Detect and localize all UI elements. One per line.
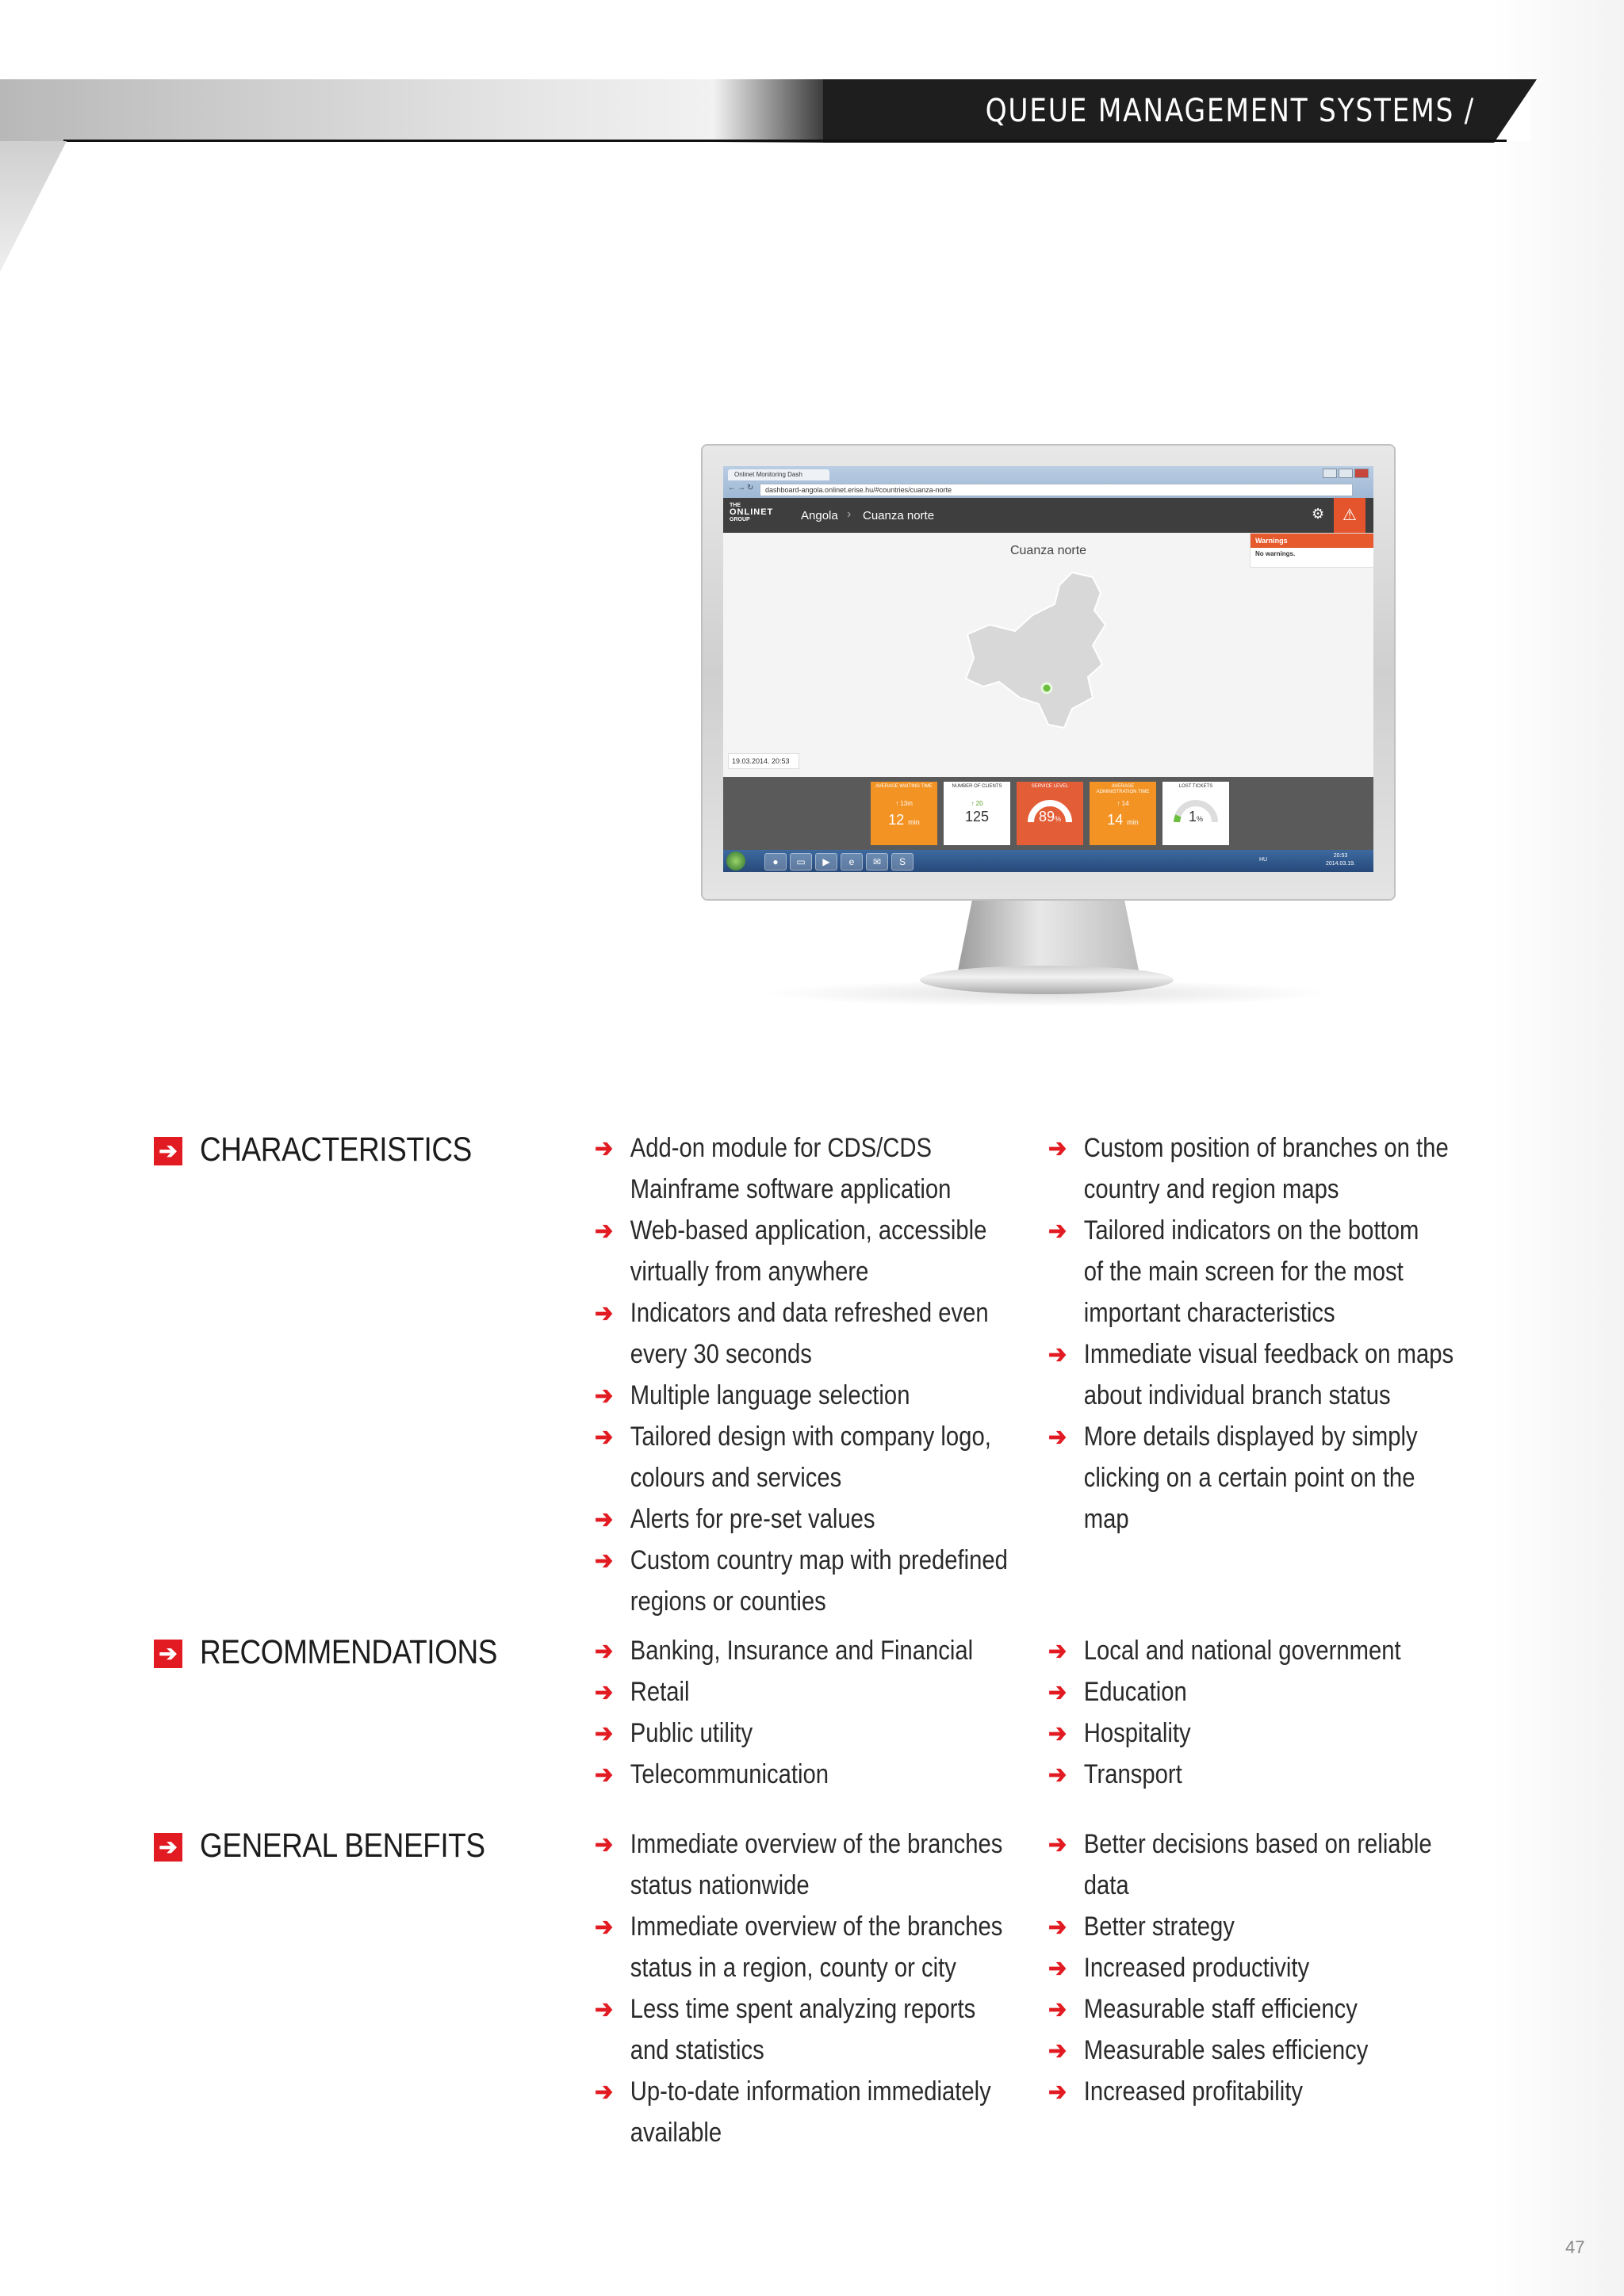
bullet-item [1048,2030,1493,2071]
section-right-column [1048,1630,1565,1795]
language-indicator[interactable]: HU [1259,857,1268,863]
mail-icon[interactable]: ✉ [866,853,888,871]
bullet-item [1048,1947,1493,1988]
kpi-unit: min [908,818,920,826]
forward-icon[interactable]: → [737,484,745,492]
breadcrumb-country[interactable]: Angola [801,509,838,522]
taskbar-clock[interactable] [1326,852,1355,868]
section-arrow-icon: ➔ [154,1833,182,1862]
bullet-text-line: status nationwide [630,1870,810,1900]
bullet-text-line: Mainframe software application [630,1174,952,1204]
bullet-text-line: Indicators and data refreshed even [630,1298,989,1328]
app-header [723,498,1373,533]
monitor-screen [723,466,1373,872]
logo-line-2: ONLINET [730,507,774,517]
bullet-item [595,1823,1040,1906]
bullet-arrow-icon: ➔ [1048,2077,1067,2106]
bullet-text-line: clicking on a certain point on the [1083,1463,1415,1493]
bullet-text-line: Better strategy [1083,1911,1235,1942]
back-icon[interactable]: ← [728,484,736,492]
ie-icon[interactable]: e [841,853,863,871]
bullet-arrow-icon: ➔ [595,1216,614,1245]
bullet-arrow-icon: ➔ [1048,2036,1067,2064]
clock-date: 2014.03.19. [1326,861,1355,867]
bullet-text-line: Less time spent analyzing reports [630,1994,976,2024]
map-date: 19.03.2014. 20:53 [728,753,799,769]
warning-icon[interactable]: ⚠ [1334,498,1365,533]
bullet-item [1048,2071,1493,2112]
kpi-value: 125 [964,809,990,825]
close-icon[interactable] [1354,469,1369,478]
bullet-text-line: Measurable staff efficiency [1083,1994,1358,2024]
kpi-label: SERVICE LEVEL [1031,784,1069,789]
kpi-value: 12 [888,812,905,828]
media-player-icon[interactable]: ▶ [815,853,837,871]
folder-icon[interactable]: ▭ [790,853,812,871]
warnings-body: No warnings. [1255,550,1296,557]
bullet-arrow-icon: ➔ [595,1546,614,1575]
bullet-item [595,1630,1040,1671]
bullet-arrow-icon: ➔ [1048,1760,1067,1789]
bullet-text-line: every 30 seconds [630,1339,812,1369]
bullet-item [595,1712,1040,1754]
region-map[interactable] [953,569,1128,744]
bullet-arrow-icon: ➔ [595,2077,614,2106]
bullet-item [1048,1712,1493,1754]
kpi-lost-tickets[interactable] [1162,782,1229,845]
bullet-text-line: Alerts for pre-set values [630,1504,875,1534]
bullet-text-line: Multiple language selection [630,1380,910,1410]
bullet-text-line: Tailored design with company logo, [630,1422,991,1452]
bullet-text-line: Public utility [630,1718,753,1748]
bullet-text-line: Increased productivity [1083,1953,1310,1983]
bullet-text-line: Custom country map with predefined [630,1545,1008,1575]
maximize-icon[interactable] [1339,469,1353,478]
bullet-text-line: Immediate visual feedback on maps [1083,1339,1454,1369]
bullet-text-line: Increased profitability [1083,2076,1304,2107]
kpi-admin-time[interactable] [1090,782,1156,845]
bullet-text-line: Up-to-date information immediately [630,2076,991,2107]
section-arrow-icon: ➔ [154,1137,182,1165]
section-left-column [595,1630,1112,1795]
kpi-delta: ↑ 20 [971,800,983,807]
bullet-text-line: important characteristics [1083,1298,1335,1328]
header-fade [714,79,841,143]
bullet-item [595,2071,1040,2153]
bullet-text-line: status in a region, county or city [630,1953,956,1983]
bullet-arrow-icon: ➔ [595,1719,614,1747]
breadcrumb-region[interactable]: Cuanza norte [863,509,935,522]
map-title: Cuanza norte [1009,544,1087,557]
bullet-item [595,1988,1040,2071]
bullet-text-line: colours and services [630,1463,842,1493]
bullet-text-line: and statistics [630,2035,764,2065]
bullet-arrow-icon: ➔ [1048,1636,1067,1665]
kpi-avg-waiting[interactable] [871,782,937,845]
chrome-icon[interactable]: ● [764,853,787,871]
monitor-stand [958,899,1139,970]
minimize-icon[interactable] [1323,469,1337,478]
bullet-item [595,1292,1040,1375]
section-right-column [1048,1127,1565,1540]
taskbar [723,850,1373,872]
bullet-arrow-icon: ➔ [595,1134,614,1162]
gear-icon[interactable]: ⚙ [1312,506,1325,522]
kpi-bar [723,777,1373,850]
bullet-item [595,1754,1040,1795]
bullet-arrow-icon: ➔ [1048,1216,1067,1245]
bullet-text-line: Banking, Insurance and Financial [630,1636,974,1666]
bullet-arrow-icon: ➔ [595,1636,614,1665]
bullet-text-line: Immediate overview of the branches [630,1911,1003,1942]
bullet-arrow-icon: ➔ [1048,1830,1067,1858]
section-title: GENERAL BENEFITS [200,1827,485,1865]
onlinet-logo [730,503,773,523]
monitor-base [920,966,1174,994]
kpi-unit: min [1127,818,1139,826]
kpi-label: LOST TICKETS [1178,784,1213,789]
bullet-item [1048,1630,1493,1671]
bullet-arrow-icon: ➔ [595,1381,614,1410]
section-title: RECOMMENDATIONS [200,1633,498,1671]
bullet-arrow-icon: ➔ [1048,1134,1067,1162]
bullet-text-line: regions or counties [630,1586,826,1617]
page-number: 47 [1565,2237,1585,2257]
page-title: QUEUE MANAGEMENT SYSTEMS / SOFTWARE [985,93,1475,193]
section-left-column [595,1127,1112,1622]
kpi-unit: % [1197,815,1204,823]
bullet-item [595,1127,1040,1210]
bullet-text-line: virtually from anywhere [630,1257,869,1287]
bullet-text-line: Add-on module for CDS/CDS [630,1133,933,1163]
bullet-arrow-icon: ➔ [595,1678,614,1706]
bullet-text-line: available [630,2118,722,2148]
bullet-item [595,1906,1040,1988]
bullet-item [1048,1127,1493,1210]
bullet-text-line: Immediate overview of the branches [630,1829,1003,1859]
section-title: CHARACTERISTICS [200,1131,472,1169]
logo-line-1: THE [730,503,741,508]
bullet-item [1048,1754,1493,1795]
bullet-text-line: Telecommunication [630,1759,829,1789]
bullet-text-line: Transport [1083,1759,1182,1789]
branch-marker [1042,683,1051,693]
bullet-text-line: Retail [630,1677,690,1707]
warnings-title: Warnings [1251,534,1373,548]
kpi-unit: % [1055,815,1062,823]
bullet-arrow-icon: ➔ [595,1299,614,1327]
kpi-clients[interactable] [944,782,1010,845]
bullet-text-line: Education [1083,1677,1187,1707]
kpi-value: 89 [1038,809,1055,825]
bullet-arrow-icon: ➔ [1048,1678,1067,1706]
kpi-label: AVERAGE ADMINISTRATION TIME [1096,784,1150,794]
address-bar[interactable]: dashboard-angola.onlinet.erise.hu/#countries/cuanza-norte [760,484,1353,496]
bullet-text-line: More details displayed by simply [1083,1422,1418,1452]
bullet-arrow-icon: ➔ [1048,1422,1067,1451]
bullet-arrow-icon: ➔ [595,1422,614,1451]
bullet-arrow-icon: ➔ [1048,1340,1067,1368]
bullet-arrow-icon: ➔ [595,1830,614,1858]
bullet-arrow-icon: ➔ [1048,1719,1067,1747]
bullet-arrow-icon: ➔ [595,1995,614,2023]
bullet-item [595,1416,1040,1498]
bullet-text-line: country and region maps [1083,1174,1339,1204]
bullet-text-line: Tailored indicators on the bottom [1083,1215,1419,1246]
bullet-text-line: data [1083,1870,1129,1900]
bullet-item [1048,1823,1493,1906]
bullet-text-line: map [1083,1504,1129,1534]
region-shape [966,572,1105,728]
bullet-item [595,1498,1040,1540]
bullet-item [595,1210,1040,1292]
bullet-arrow-icon: ➔ [595,1912,614,1941]
browser-chrome [723,466,1373,498]
kpi-value: 1 [1188,809,1197,825]
bullet-text-line: Better decisions based on reliable [1083,1829,1432,1859]
bullet-text-line: of the main screen for the most [1083,1257,1404,1287]
bullet-item [595,1671,1040,1712]
kpi-service-level[interactable] [1017,782,1083,845]
header-wedge [0,141,67,272]
bullet-arrow-icon: ➔ [595,1505,614,1533]
bullet-arrow-icon: ➔ [1048,1954,1067,1982]
bullet-item [1048,1416,1493,1540]
bullet-item [595,1540,1040,1622]
browser-tab[interactable]: Onlinet Monitoring Dash [728,469,829,480]
bullet-item [1048,1210,1493,1334]
bullet-text-line: about individual branch status [1083,1380,1391,1410]
bullet-item [1048,1906,1493,1947]
logo-line-3: GROUP [730,517,750,522]
skype-icon[interactable]: S [891,853,914,871]
kpi-delta: ↑ 14 [1116,800,1129,807]
kpi-delta: ↑ 13m [895,800,913,807]
section-left-column [595,1823,1112,2153]
bullet-item [595,1375,1040,1416]
bullet-text-line: Custom position of branches on the [1083,1133,1449,1163]
kpi-label: AVERAGE WAITING TIME [875,784,933,789]
clock-time: 20:53 [1333,853,1348,859]
bullet-arrow-icon: ➔ [1048,1912,1067,1941]
bullet-item [1048,1334,1493,1416]
kpi-label: NUMBER OF CLIENTS [952,784,1002,789]
kpi-value: 14 [1107,812,1124,828]
reload-icon[interactable]: ↻ [747,484,754,492]
bullet-arrow-icon: ➔ [1048,1995,1067,2023]
bullet-arrow-icon: ➔ [595,1760,614,1789]
bullet-text-line: Local and national government [1083,1636,1401,1666]
section-arrow-icon: ➔ [154,1640,182,1668]
bullet-item [1048,1988,1493,2030]
bullet-item [1048,1671,1493,1712]
start-icon[interactable] [726,851,745,871]
section-right-column [1048,1823,1565,2112]
chevron-right-icon: › [847,507,852,521]
bullet-text-line: Hospitality [1083,1718,1191,1748]
bullet-text-line: Measurable sales efficiency [1083,2035,1369,2065]
bullet-text-line: Web-based application, accessible [630,1215,987,1246]
